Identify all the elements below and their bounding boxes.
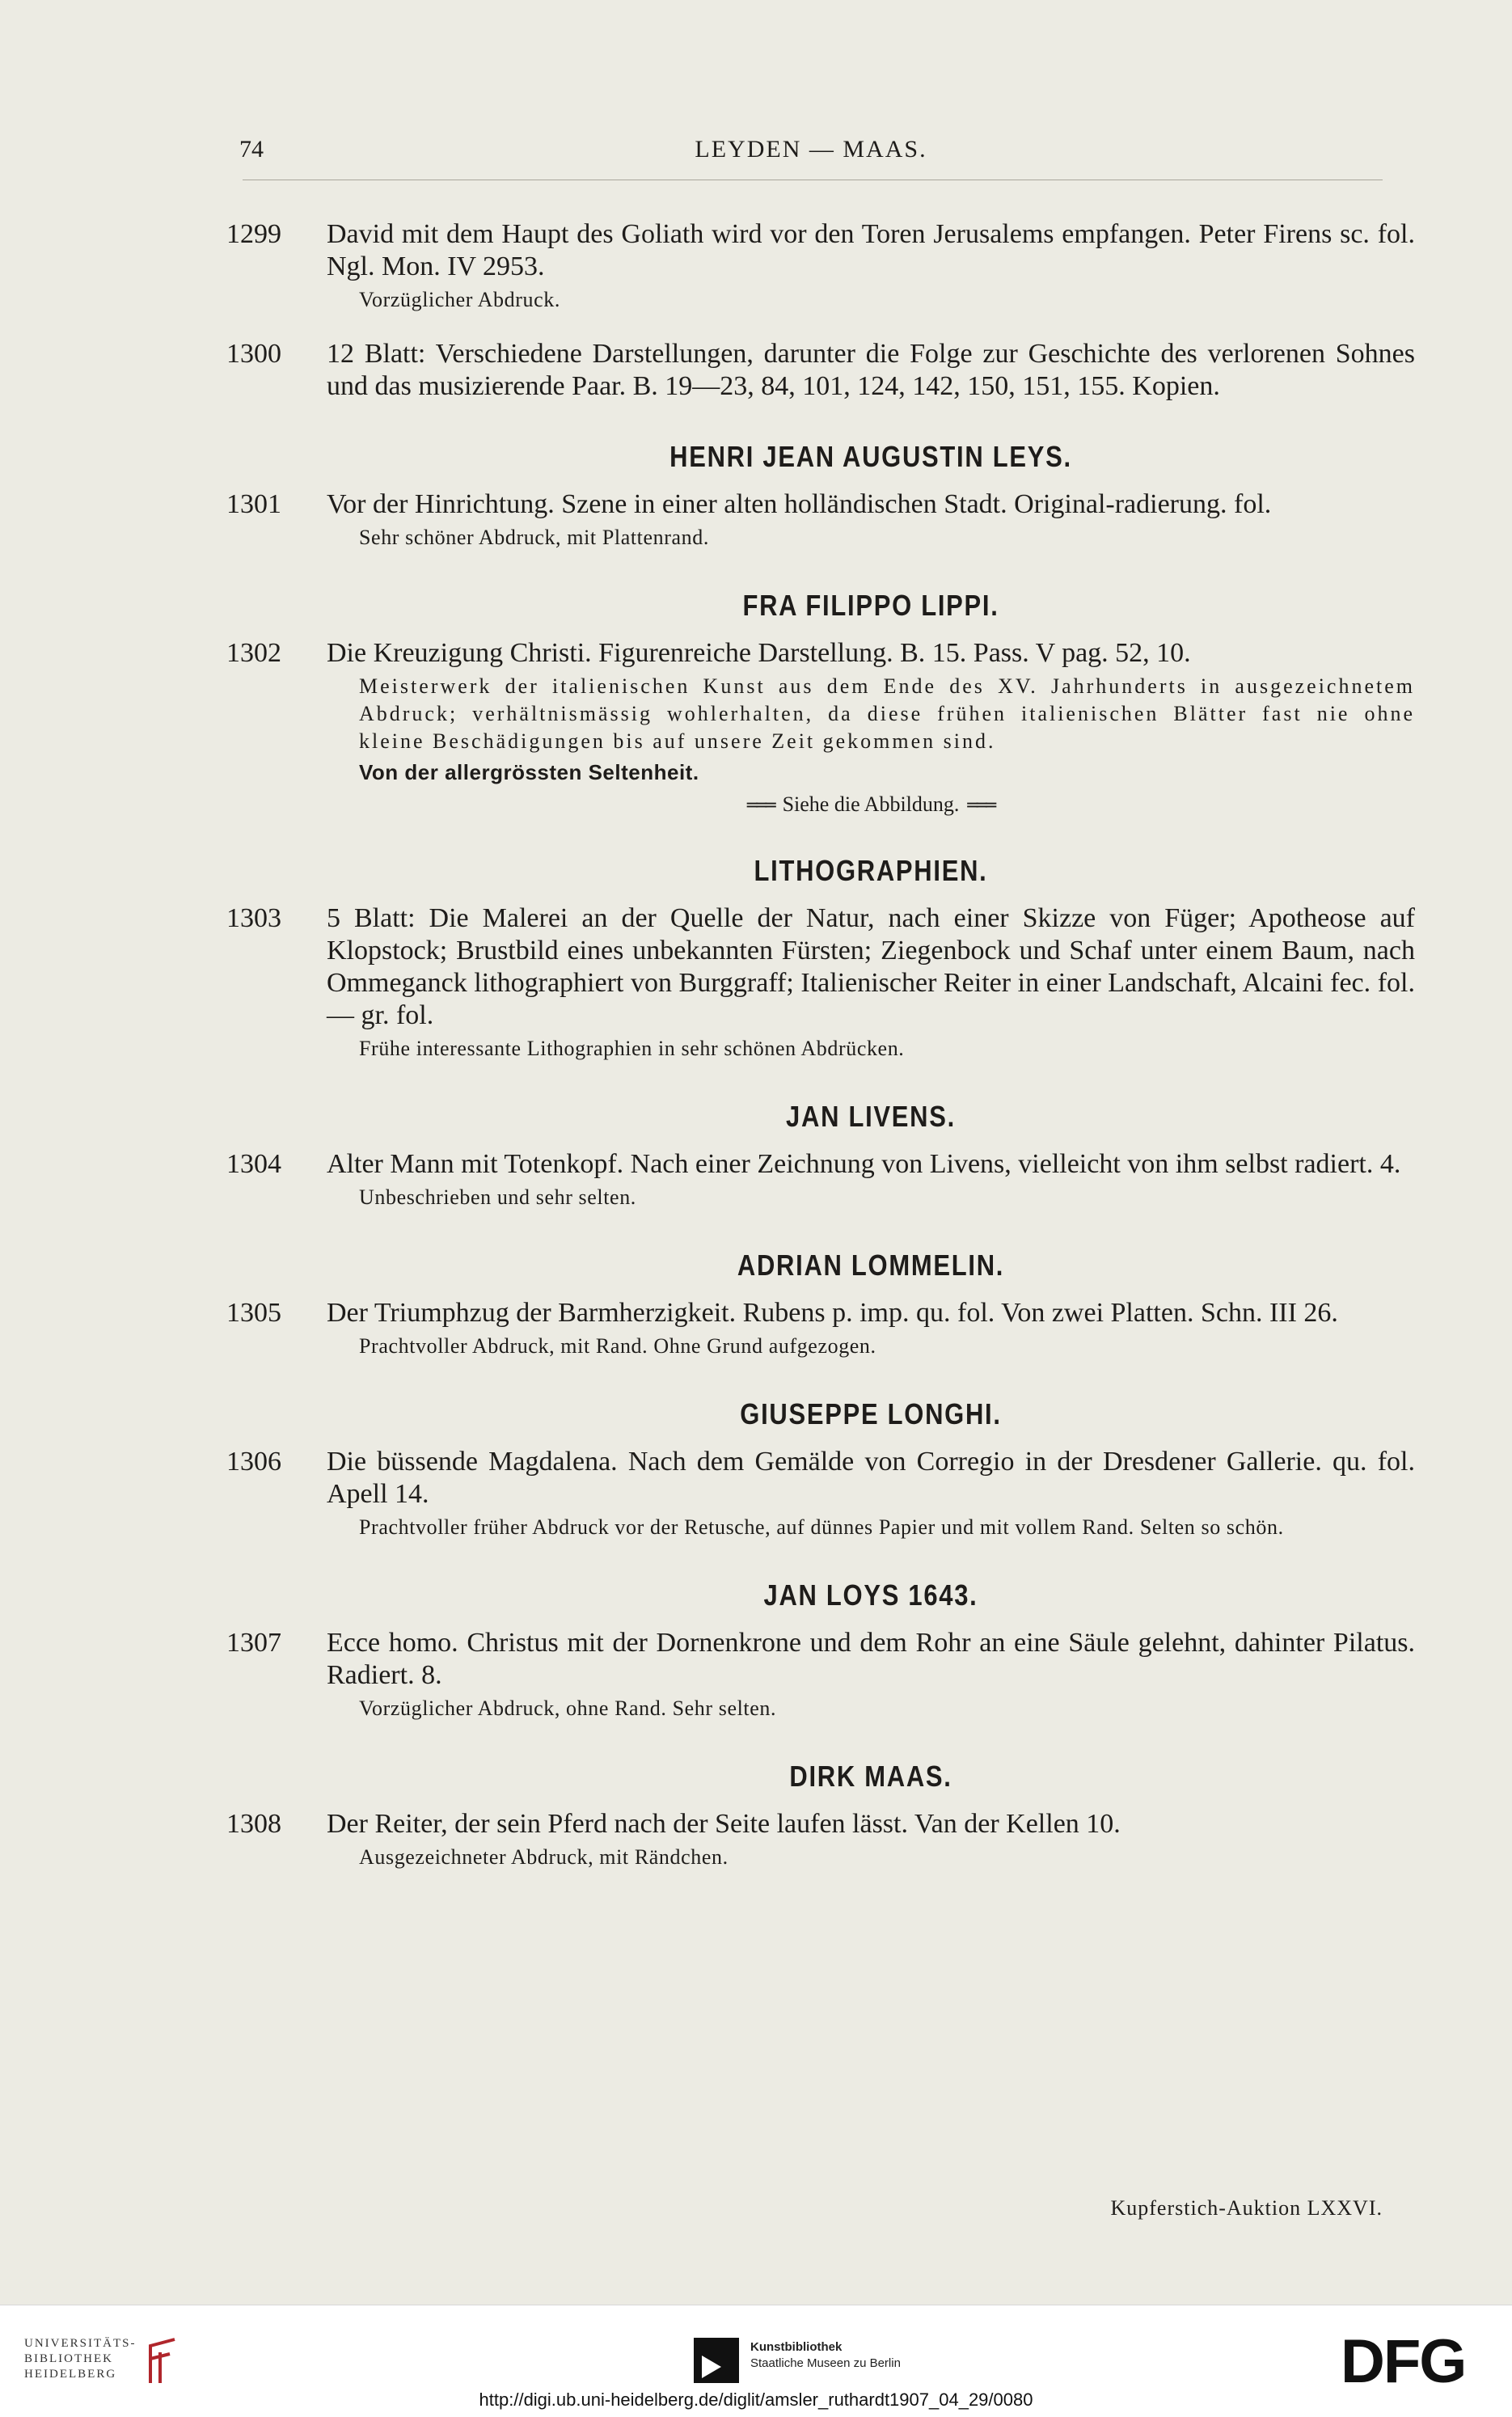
condition-note: Prachtvoller früher Abdruck vor der Retusche, auf dünnes Papier und mit vollem Rand. Selten so schön. [359, 1515, 1284, 1539]
condition-note: Vorzüglicher Abdruck, ohne Rand. Sehr selten. [359, 1697, 777, 1720]
artist-heading: JAN LOYS 1643. [763, 1578, 978, 1612]
running-head [239, 136, 1383, 171]
catalogue-entry [226, 1148, 1415, 1211]
artist-heading: GIUSEPPE LONGHI. [740, 1397, 1002, 1430]
entry-description: 12 Blatt: Verschiedene Darstellungen, darunter die Folge zur Geschichte des verlorenen Sohnes und das musizierende Paar. B. 19—23, 84, 101, 124, 142, 150, 151, 155. Kopien. [327, 339, 1415, 401]
lot-number: 1308 [226, 1809, 281, 1839]
artist-heading: ADRIAN LOMMELIN. [737, 1249, 1005, 1282]
catalogue-entry [226, 488, 1415, 551]
entry-description: Der Triumphzug der Barmherzigkeit. Rubens p. imp. qu. fol. Von zwei Platten. Schn. III 26. [327, 1298, 1338, 1328]
catalogue-entry [226, 902, 1415, 1063]
catalogue-footer: Kupferstich-Auktion LXXVI. [1110, 2196, 1383, 2220]
entry-description: Die büssende Magdalena. Nach dem Gemälde von Corregio in der Dresdener Gallerie. qu. fol. Apell 14. [327, 1447, 1415, 1509]
permalink-url[interactable]: http://digi.ub.uni-heidelberg.de/diglit/amsler_ruthardt1907_04_29/0080 [479, 2390, 1033, 2410]
ub-logo-line: UNIVERSITÄTS- [24, 2337, 137, 2350]
condition-note: Sehr schöner Abdruck, mit Plattenrand. [359, 526, 709, 549]
ub-logo-line: HEIDELBERG [24, 2368, 117, 2381]
lot-number: 1304 [226, 1149, 281, 1179]
illustration-text: Siehe die Abbildung. [782, 792, 960, 816]
catalogue-entry [226, 1297, 1415, 1360]
catalogue-entry [226, 637, 1415, 817]
lot-number: 1303 [226, 903, 281, 933]
lot-number: 1301 [226, 489, 281, 519]
ub-logo-line: BIBLIOTHEK [24, 2352, 113, 2365]
entry-description: Vor der Hinrichtung. Szene in einer alten holländischen Stadt. Original-radierung. fol. [327, 489, 1272, 519]
lot-number: 1306 [226, 1447, 281, 1477]
artist-heading: HENRI JEAN AUGUSTIN LEYS. [669, 440, 1072, 473]
condition-note: Prachtvoller Abdruck, mit Rand. Ohne Grund aufgezogen. [359, 1334, 876, 1358]
illustration-reference [327, 792, 1415, 817]
artist-heading: JAN LIVENS. [786, 1100, 956, 1133]
catalogue-entry [226, 1446, 1415, 1541]
condition-note: Unbeschrieben und sehr selten. [359, 1185, 636, 1209]
entry-description: David mit dem Haupt des Goliath wird vor den Toren Jerusalems empfangen. Peter Firens sc. fol. Ngl. Mon. IV 2953. [327, 219, 1415, 281]
lot-number: 1299 [226, 219, 281, 249]
entry-description: Der Reiter, der sein Pferd nach der Seite laufen lässt. Van der Kellen 10. [327, 1809, 1121, 1839]
condition-note: Frühe interessante Lithographien in sehr schönen Abdrücken. [359, 1037, 905, 1060]
rule-marks: ═══ [967, 796, 995, 816]
rarity-note: Von der allergrössten Seltenheit. [359, 760, 699, 784]
catalogue-entry [226, 1808, 1415, 1871]
kb-sub: Staatliche Museen zu Berlin [750, 2356, 901, 2370]
catalogue-entry [226, 218, 1415, 314]
kunstbibliothek-logo-icon[interactable] [694, 2338, 739, 2383]
viewer-footer-bar [0, 2305, 1512, 2417]
condition-note: Meisterwerk der italienischen Kunst aus dem Ende des XV. Jahrhunderts in ausgezeichnetem Abdruck; verhältnismässig wohlerhalten, da diese frühen italienischen Blätter fast nie ohne kleine Beschädigungen bis auf unsere Zeit gekommen sind. [359, 674, 1415, 753]
lot-number: 1302 [226, 638, 281, 668]
entry-description: Alter Mann mit Totenkopf. Nach einer Zeichnung von Livens, vielleicht von ihm selbst radiert. 4. [327, 1149, 1401, 1179]
dfg-logo[interactable]: DFG [1341, 2327, 1466, 2396]
rule-marks: ═══ [746, 796, 775, 816]
lot-number: 1307 [226, 1628, 281, 1658]
page-number: 74 [239, 136, 264, 163]
entry-description: 5 Blatt: Die Malerei an der Quelle der Natur, nach einer Skizze von Füger; Apotheose auf Klopstock; Brustbild eines unbekannten Fürsten; Ziegenbock und Schaf unter einem Baum, nach Ommeganck lithographiert von Burggraff; Italienischer Reiter in einer Landschaft, Alcaini fec. fol. — gr. fol. [327, 903, 1415, 1030]
artist-heading: LITHOGRAPHIEN. [754, 854, 988, 887]
running-title: LEYDEN — MAAS. [695, 136, 927, 163]
artist-heading: FRA FILIPPO LIPPI. [742, 589, 999, 622]
kunstbibliothek-label [750, 2339, 901, 2372]
catalogue-entry [226, 1627, 1415, 1722]
ub-logo-mark-icon [142, 2335, 183, 2388]
lot-number: 1300 [226, 339, 281, 369]
kb-name: Kunstbibliothek [750, 2340, 843, 2354]
condition-note: Ausgezeichneter Abdruck, mit Rändchen. [359, 1845, 729, 1869]
entry-description: Ecce homo. Christus mit der Dornenkrone und dem Rohr an eine Säule gelehnt, dahinter Pilatus. Radiert. 8. [327, 1628, 1415, 1690]
artist-heading: DIRK MAAS. [789, 1760, 952, 1793]
lot-number: 1305 [226, 1298, 281, 1328]
entry-description: Die Kreuzigung Christi. Figurenreiche Darstellung. B. 15. Pass. V pag. 52, 10. [327, 638, 1191, 668]
ub-heidelberg-logo[interactable] [24, 2336, 137, 2382]
condition-note: Vorzüglicher Abdruck. [359, 288, 560, 311]
catalogue-entry [226, 338, 1415, 403]
catalogue-content [226, 218, 1415, 1895]
